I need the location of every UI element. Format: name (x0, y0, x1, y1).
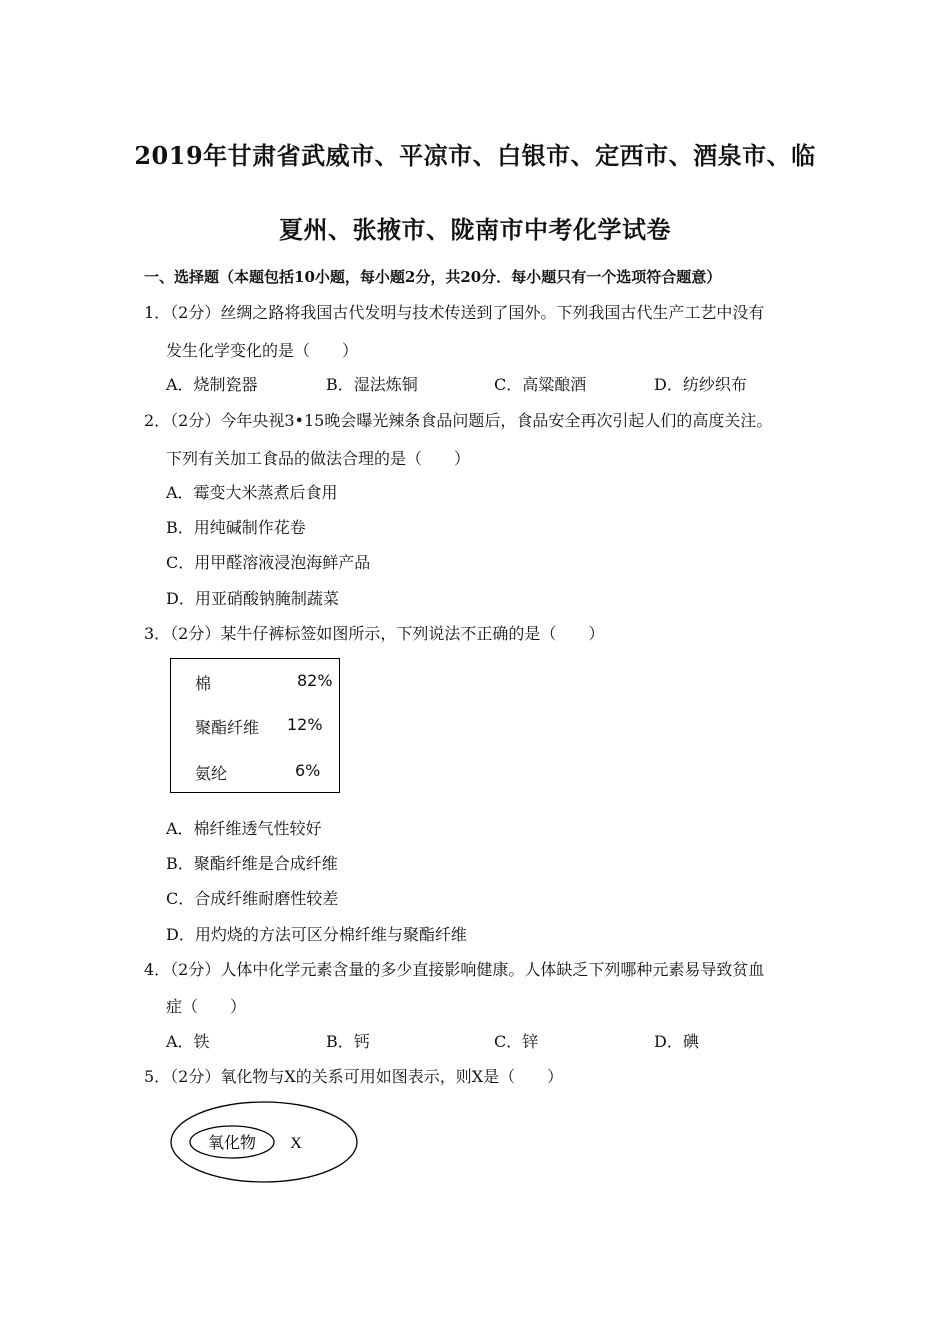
question-3-option-c: C．合成纤维耐磨性较差 (166, 889, 339, 908)
option-b: B．湿法炼铜 (326, 375, 418, 394)
question-2-option-d: D．用亚硝酸钠腌制蔬菜 (166, 589, 339, 608)
question-3-option-d: D．用灼烧的方法可区分棉纤维与聚酯纤维 (166, 925, 467, 944)
option-c: C．高粱酿酒 (494, 375, 587, 394)
section-heading: 一、选择题（本题包括10小题，每小题2分，共20分．每小题只有一个选项符合题意） (144, 268, 722, 286)
question-3-option-a: A．棉纤维透气性较好 (166, 819, 322, 838)
fiber-percent: 6% (295, 761, 321, 780)
question-4-stem: 4．（2分）人体中化学元素含量的多少直接影响健康。人体缺乏下列哪种元素易导致贫血 (144, 960, 765, 979)
oxide-venn-diagram (168, 1100, 360, 1184)
question-2-option-c: C．用甲醛溶液浸泡海鲜产品 (166, 553, 371, 572)
question-2-option-b: B．用纯碱制作花卷 (166, 518, 306, 537)
question-1-stem-cont: 发生化学变化的是（ ） (166, 341, 359, 360)
option-b: B．钙 (326, 1032, 370, 1051)
exam-title-line-2: 夏州、张掖市、陇南市中考化学试卷 (279, 215, 671, 244)
jeans-label-figure (170, 658, 340, 793)
question-3-stem: 3．（2分）某牛仔裤标签如图所示，下列说法不正确的是（ ） (144, 624, 605, 643)
outer-ellipse (171, 1102, 357, 1182)
question-2-option-a: A．霉变大米蒸煮后食用 (166, 483, 338, 502)
question-5-stem: 5．（2分）氧化物与X的关系可用如图表示，则X是（ ） (144, 1067, 564, 1086)
question-2-stem-cont: 下列有关加工食品的做法合理的是（ ） (166, 449, 471, 468)
fiber-name: 棉 (195, 674, 212, 693)
fiber-percent: 12% (287, 715, 323, 734)
option-a: A．铁 (166, 1032, 210, 1051)
exam-title-line-1: 2019年甘肃省武威市、平凉市、白银市、定西市、酒泉市、临 (134, 141, 816, 170)
question-3-option-b: B．聚酯纤维是合成纤维 (166, 854, 338, 873)
outer-label: X (290, 1135, 302, 1152)
question-1-stem: 1．（2分）丝绸之路将我国古代发明与技术传送到了国外。下列我国古代生产工艺中没有 (144, 303, 765, 322)
fiber-percent: 82% (297, 671, 333, 690)
question-4-stem-cont: 症（ ） (166, 997, 247, 1016)
option-a: A．烧制瓷器 (166, 375, 258, 394)
option-d: D．碘 (654, 1032, 699, 1051)
fiber-name: 聚酯纤维 (195, 718, 260, 737)
fiber-name: 氨纶 (195, 764, 228, 783)
option-c: C．锌 (494, 1032, 539, 1051)
inner-label: 氧化物 (207, 1133, 257, 1152)
option-d: D．纺纱织布 (654, 375, 747, 394)
question-2-stem: 2．（2分）今年央视3•15晚会曝光辣条食品问题后，食品安全再次引起人们的高度关注。 (144, 411, 773, 430)
